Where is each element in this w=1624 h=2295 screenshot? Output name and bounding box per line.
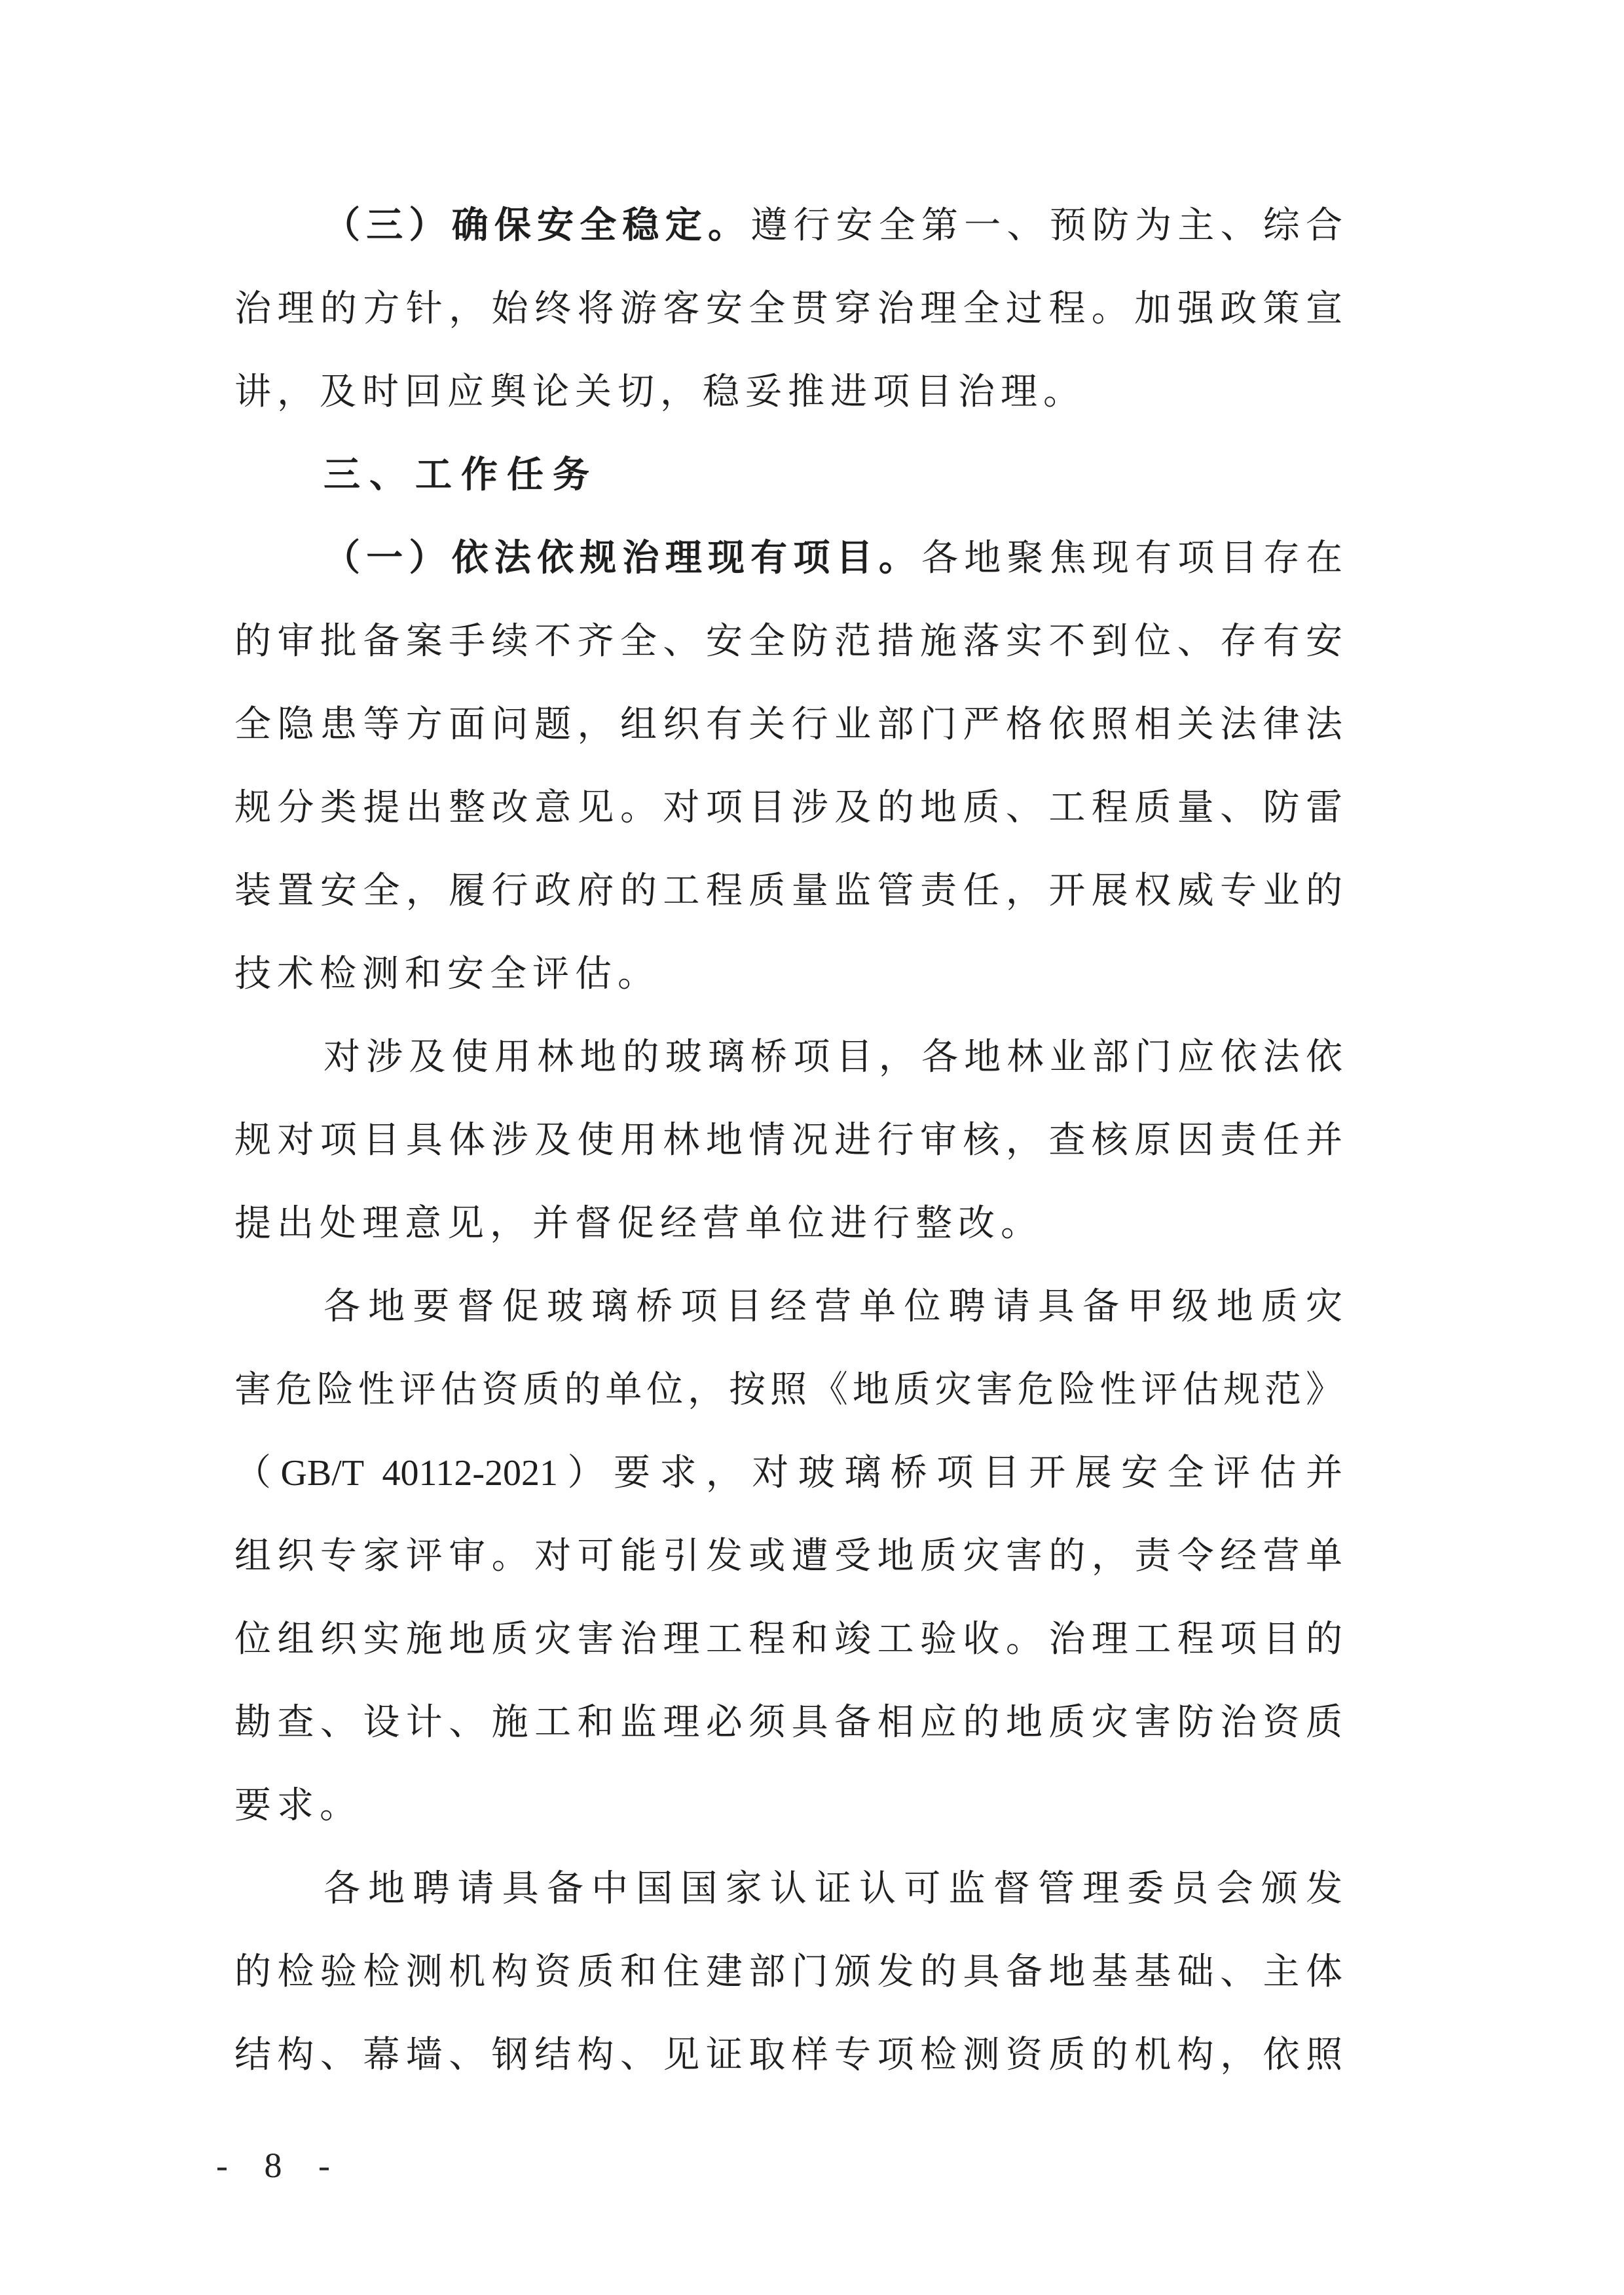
body-text: 结构、幕墙、钢结构、见证取样专项检测资质的机构，依照 — [234, 2035, 1342, 2076]
document-body — [234, 185, 1342, 2097]
body-text: 各地聚焦现有项目存在 — [921, 538, 1343, 579]
page-number: - 8 - — [216, 2146, 341, 2185]
text-line — [234, 1598, 1342, 1681]
body-text: 规对项目具体涉及使用林地情况进行审核，查核原因责任并 — [234, 1120, 1342, 1161]
body-text: 规分类提出整改意见。对项目涉及的地质、工程质量、防雷 — [234, 788, 1342, 828]
bold-text: （一）依法依规治理现有项目。 — [323, 538, 922, 579]
text-line — [234, 2014, 1342, 2097]
body-text: 的审批备案手续不齐全、安全防范措施落实不到位、存有安 — [234, 621, 1342, 662]
section-heading — [234, 434, 1342, 517]
text-line — [234, 185, 1342, 268]
text-line — [234, 850, 1342, 933]
text-line — [234, 268, 1342, 351]
body-text: 讲，及时回应舆论关切，稳妥推进项目治理。 — [234, 372, 1086, 413]
bold-text: （三）确保安全稳定。 — [323, 206, 751, 246]
text-line — [234, 684, 1342, 767]
text-line — [234, 1515, 1342, 1598]
body-text: 各地聘请具备中国国家认证认可监督管理委员会颁发 — [323, 1869, 1342, 1909]
text-line — [234, 1432, 1342, 1515]
body-text: 全隐患等方面问题，组织有关行业部门严格依照相关法律法 — [234, 705, 1342, 745]
body-text: 对涉及使用林地的玻璃桥项目，各地林业部门应依法依 — [323, 1037, 1342, 1078]
body-text: 提出处理意见，并督促经营单位进行整改。 — [234, 1203, 1043, 1244]
text-line — [234, 933, 1342, 1016]
body-text: 的检验检测机构资质和住建部门颁发的具备地基基础、主体 — [234, 1952, 1342, 1992]
text-line — [234, 1183, 1342, 1266]
body-text: （GB/T 40112-2021）要求，对玻璃桥项目开展安全评估并 — [234, 1453, 1342, 1494]
text-line — [234, 1765, 1342, 1848]
text-line — [234, 351, 1342, 434]
body-text: 要求。 — [234, 1786, 362, 1826]
body-text: 组织专家评审。对可能引发或遭受地质灾害的，责令经营单 — [234, 1536, 1342, 1577]
text-line — [234, 1681, 1342, 1765]
body-text: 害危险性评估资质的单位，按照《地质灾害危险性评估规范》 — [234, 1370, 1342, 1410]
text-line — [234, 767, 1342, 850]
body-text: 治理的方针，始终将游客安全贯穿治理全过程。加强政策宣 — [234, 289, 1342, 329]
body-text: 遵行安全第一、预防为主、综合 — [750, 206, 1343, 246]
text-line — [234, 1848, 1342, 1931]
text-line — [234, 1099, 1342, 1183]
body-text: 装置安全，履行政府的工程质量监管责任，开展权威专业的 — [234, 871, 1342, 911]
text-line — [234, 1266, 1342, 1349]
body-text: 各地要督促玻璃桥项目经营单位聘请具备甲级地质灾 — [323, 1287, 1342, 1327]
text-line — [234, 1931, 1342, 2014]
body-text: 勘查、设计、施工和监理必须具备相应的地质灾害防治资质 — [234, 1702, 1342, 1743]
text-line — [234, 1349, 1342, 1432]
text-line — [234, 1016, 1342, 1099]
body-text: 位组织实施地质灾害治理工程和竣工验收。治理工程项目的 — [234, 1619, 1342, 1660]
bold-text: 三、工作任务 — [323, 455, 599, 496]
body-text: 技术检测和安全评估。 — [234, 954, 660, 995]
text-line — [234, 600, 1342, 684]
text-line — [234, 517, 1342, 600]
